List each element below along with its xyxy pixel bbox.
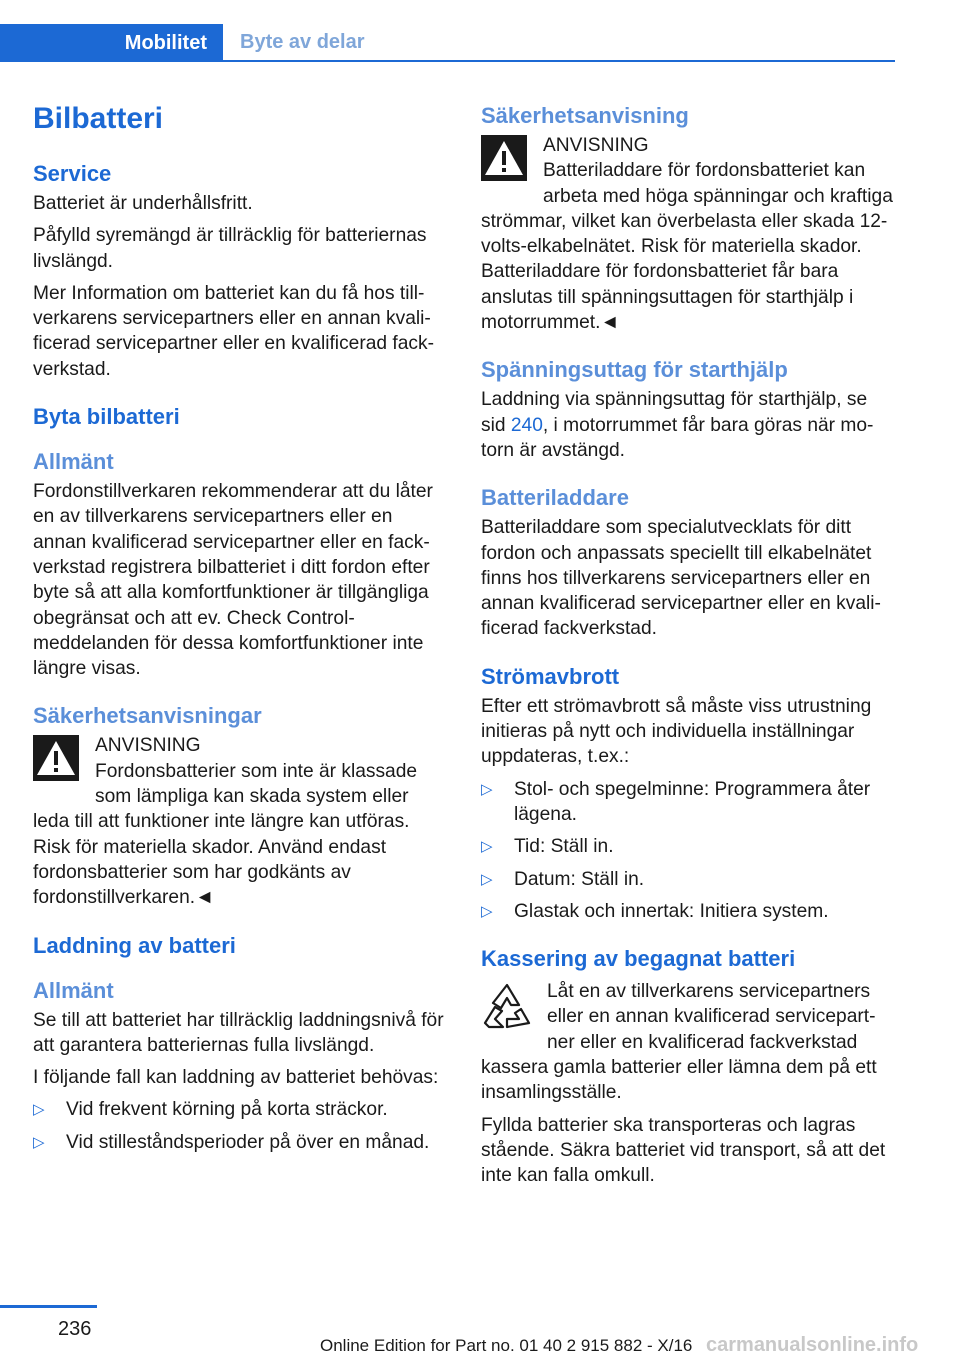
notice-label: ANVISNING xyxy=(95,735,201,757)
paragraph: Fyllda batterier ska transporteras och lagras stående. Säkra batteriet vid transport, så att det inte kan falla omkull. xyxy=(481,1114,886,1187)
page-number: 236 xyxy=(58,1318,92,1340)
heading-service: Service xyxy=(33,161,112,186)
paragraph: Efter ett strömavbrott så måste viss utrustning initieras på nytt och individuella inställningar uppdateras, t.ex.: xyxy=(481,695,872,768)
footer-rule xyxy=(0,1305,97,1308)
right-column xyxy=(481,96,896,1196)
paragraph: Batteriet är underhållsfritt. xyxy=(33,193,253,214)
heading-allmant: Allmänt xyxy=(33,449,114,475)
list-item: ▷ Stol- och spegelminne: Programmera åter lägena. xyxy=(481,778,871,825)
notice-text: Fordonsbatterier som inte är klassade som lämpliga kan skada system eller leda till att funktioner inte längre kan utföras. Risk för materiella skador. Använd endast fordonsbatterier som har godkänts av fordonstillverkaren.◄ xyxy=(33,760,418,909)
paragraph: Se till att batteriet har tillräcklig laddningsnivå för att garantera batteriernas fulla livslängd. xyxy=(33,1009,444,1056)
heading-byta-bilbatteri: Byta bilbatteri xyxy=(33,404,180,430)
triangle-bullet-icon: ▷ xyxy=(481,870,493,888)
recycling-icon xyxy=(481,981,533,1033)
paragraph: Batteriladdare som specialutvecklats för ditt fordon och anpassats speciellt till elkabelnätet finns hos tillverkarens servicepartners eller en annan kvalificerad servicepartner eller en kvalificerad fackverkstad. xyxy=(481,517,881,640)
recycling-notice xyxy=(481,979,896,1105)
list-item: ▷ Vid frekvent körning på korta sträckor. xyxy=(33,1097,448,1122)
list-item: ▷ Glastak och innertak: Initiera system. xyxy=(481,899,896,924)
notice-text: Batteriladdare för fordonsbatteriet kan arbeta med höga spänningar och kraftiga strömmar, vilket kan överbelasta eller skada 12-volts-elkabelnätet. Risk för materiella skador. Batteriladdare för fordonsbatteriet får bara anslutas till spänningsuttagen för starthjälp i motorrummet.◄ xyxy=(481,160,893,334)
heading-sakerhetsanvisningar: Säkerhetsanvisningar xyxy=(33,703,262,729)
bullet-list xyxy=(33,1097,448,1155)
triangle-bullet-icon: ▷ xyxy=(33,1101,45,1119)
bullet-list xyxy=(481,777,896,924)
heading-batteriladdare: Batteriladdare xyxy=(481,485,629,511)
triangle-bullet-icon: ▷ xyxy=(481,902,493,920)
watermark: carmanualsonline.info xyxy=(706,1334,919,1356)
warning-triangle-icon xyxy=(33,735,79,781)
list-item: ▷ Tid: Ställ in. xyxy=(481,834,896,859)
heading-spanningsuttag: Spänningsuttag för starthjälp xyxy=(481,357,788,383)
heading-stromavbrott: Strömavbrott xyxy=(481,663,620,689)
paragraph: Mer Information om batteriet kan du få hos tillverkarens servicepartners eller en annan kvalificerad servicepartner eller en kvalificerad fackverkstad. xyxy=(33,282,434,380)
notice-label: ANVISNING xyxy=(543,135,649,156)
triangle-bullet-icon: ▷ xyxy=(33,1133,45,1151)
list-item: ▷ Datum: Ställ in. xyxy=(481,867,896,892)
section-tab-byte-av-delar[interactable]: Byte av delar xyxy=(223,24,895,62)
triangle-bullet-icon: ▷ xyxy=(481,780,493,798)
warning-notice xyxy=(33,733,448,910)
left-column xyxy=(33,96,448,1162)
paragraph: Laddning via spänningsuttag för starthjälp, se sid 240, i motorrummet får bara göras när motorn är avstängd. xyxy=(481,389,874,461)
edition-text: Online Edition for Part no. 01 40 2 915 882 - X/16 xyxy=(320,1336,693,1355)
section-tab-mobilitet[interactable]: Mobilitet xyxy=(0,24,223,62)
paragraph: Låt en av tillverkarens servicepartners eller en annan kvalificerad servicepartner eller en kvalificerad fackverkstad kassera gamla batterier eller lämna dem på ett insamlingsställe. xyxy=(481,981,877,1104)
paragraph: I följande fall kan laddning av batteriet behövas: xyxy=(33,1067,439,1089)
heading-allmant-2: Allmänt xyxy=(33,977,114,1003)
list-item: ▷ Vid stilleståndsperioder på över en månad. xyxy=(33,1130,448,1155)
paragraph: Fordonstillverkaren rekommenderar att du låter en av tillverkarens servicepartners eller en annan kvalificerad servicepartner eller en fackverkstad registrera bilbatteriet i ditt fordon efter byte så att alla komfortfunktioner är tillgängliga obegränsat och att ev. Check Control-meddelanden för dessa komfortfunktioner inte längre visas. xyxy=(33,481,433,680)
heading-sakerhetsanvisning: Säkerhetsanvisning xyxy=(481,103,689,128)
warning-notice xyxy=(481,133,896,335)
header-bar xyxy=(0,24,895,62)
heading-laddning-av-batteri: Laddning av batteri xyxy=(33,932,236,958)
paragraph: Påfylld syremängd är tillräcklig för batteriernas livslängd. xyxy=(33,225,427,272)
heading-kassering: Kassering av begagnat batteri xyxy=(481,946,796,972)
triangle-bullet-icon: ▷ xyxy=(481,838,493,856)
page-link[interactable]: 240 xyxy=(510,414,543,436)
page-title: Bilbatteri xyxy=(33,102,164,135)
warning-triangle-icon xyxy=(481,135,527,181)
